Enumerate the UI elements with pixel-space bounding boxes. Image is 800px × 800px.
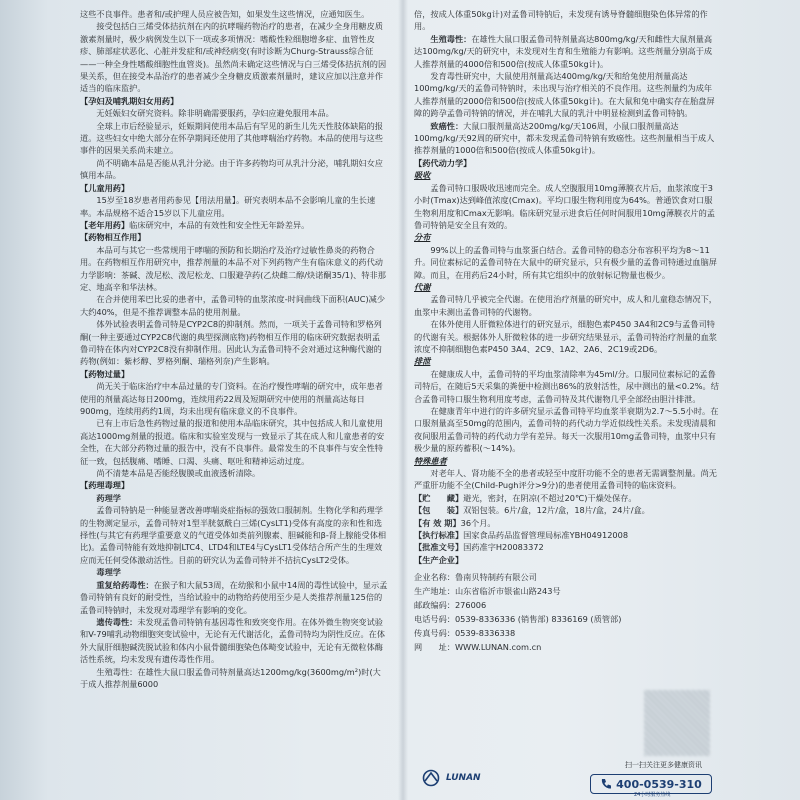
paragraph: 尚无关于临床治疗中本品过量的专门资料。在治疗慢性哮喘的研究中，成年患者使用的剂量高达每日200mg，连续用药22周及短期研究中使用的剂量高达每日900mg，连续用药约1周，均未出现有临床意义的不良事件。: [80, 381, 383, 416]
paragraph: 这些不良事件。患者和/或护理人员应被告知，如果发生这些情况，应通知医生。: [80, 9, 370, 19]
paragraph: 对老年人、肾功能不全的患者或轻至中度肝功能不全的患者无需调整剂量。尚无严重肝功能不全(Child-Pugh评分>9分)的患者使用孟鲁司特的临床资料。: [414, 468, 717, 491]
hotline-number: 400-0539-310: [616, 777, 702, 791]
left-column: [80, 8, 388, 690]
section-heading-pharmacokinetics: 【药代动力学】: [414, 157, 472, 168]
field-value: 避光，密封，在阴凉(不超过20℃)干燥处保存。: [463, 492, 637, 503]
paragraph: 在健康青年中进行的许多研究显示孟鲁司特平均血浆半衰期为2.7～5.5小时。在口服剂量高至50mg的范围内，孟鲁司特的药代动力学近似线性关系。未发现清晨和夜间服用孟鲁司特的药代动力学有差异。每天一次服用10mg孟鲁司特，血浆中只有极少量的原药蓄积(～14%)。: [414, 406, 719, 454]
inline-label: 遗传毒性：: [96, 616, 138, 627]
right-column: [414, 8, 719, 654]
subheading-special-populations: 特殊患者: [414, 455, 447, 466]
paragraph: [80, 579, 388, 616]
paragraph: 倍，按成人体重50kg计)对孟鲁司特钠后，未发现有诱导脊髓细胞染色体异常的作用。: [414, 9, 708, 32]
subheading-toxicology: 毒理学: [96, 567, 121, 578]
paragraph: 在体外使用人肝微粒体进行的研究显示，细胞色素P450 3A4和2C9与孟鲁司特的代谢有关。根据体外人肝微粒体的进一步研究结果显示，孟鲁司特治疗剂量的血浆浓度不抑制细胞色素P450 3A4、2C9、1A2、2A6、2C19或2D6。: [414, 319, 717, 354]
company-phone-row: [414, 612, 719, 626]
company-website: WWW.LUNAN.com.cn: [454, 642, 542, 653]
company-name-row: [414, 570, 719, 584]
field-package: [414, 504, 719, 516]
field-label: 【有 效 期】: [414, 517, 461, 528]
field-validity: [414, 517, 719, 529]
page-fold: [398, 0, 408, 800]
company-fax: 0539-8336338: [454, 628, 516, 639]
paragraph-text: 未发现孟鲁司特钠有基因毒性和致突变作用。在体外微生物突变试验和V-79哺乳动物细胞突变试验中，无论有无代谢活化，孟鲁司特均为阴性反应。在体外大鼠肝细胞碱洗脱试验和体内小鼠骨髓细胞染色体畸变试验中，无论有无微粒体酶活性系统，均未发现有遗传毒性作用。: [80, 616, 386, 665]
paragraph: 15岁至18岁患者用药参见【用法用量】。研究表明本品不会影响儿童的生长速率。本品规格不适合15岁以下儿童应用。: [80, 195, 376, 218]
field-label: 网 址：: [414, 642, 455, 653]
paragraph: [414, 120, 719, 157]
field-value: 国家食品药品监督管理局标准YBH04912008: [463, 530, 629, 541]
qr-code-icon: [644, 690, 710, 756]
subheading-excretion: 排泄: [414, 356, 431, 367]
logo-mark-icon: [420, 769, 442, 787]
paragraph: 孟鲁司特几乎被完全代谢。在使用治疗剂量的研究中，成人和儿童稳态情况下，血浆中未测出孟鲁司特的代谢物。: [414, 294, 717, 317]
hotline-caption: 24小时服务热线: [634, 792, 671, 798]
paragraph: 在健康成人中，孟鲁司特的平均血浆清除率为45ml/分。口服同位素标记的孟鲁司特后，在随后5天采集的粪便中检测出86%的放射活性，尿中测出的量<0.2%。结合孟鲁司特口服生物利用度考虑，孟鲁司特及其代谢物几乎全部经由胆汁排泄。: [414, 368, 719, 404]
company-website-row: [414, 640, 719, 654]
field-value: 36个月。: [460, 517, 496, 528]
qr-caption: 扫一扫关注更多健康资讯: [625, 761, 702, 769]
company-address: 山东省临沂市银雀山路243号: [454, 586, 561, 597]
section-heading-pregnancy: 【孕妇及哺乳期妇女用药】: [80, 95, 179, 106]
section-heading-overdose: 【药物过量】: [80, 368, 130, 379]
paragraph: 接受包括白三烯受体拮抗剂在内的抗哮喘药物治疗的患者，在减少全身用糖皮质激素剂量时，极少病例发生以下一项或多项情况：嗜酸性粒细胞增多症、血管性皮疹、肺部症状恶化、心脏并发症和/或神经病变(有时诊断为Churg-Strauss综合征——一种全身性嗜酸细胞性血管炎)。虽然尚未确定这些情况与白三烯受体拮抗剂的因果关系，但在接受本品治疗的患者减少全身糖皮质激素剂量时，建议应加以注意并作适当的临床监护。: [80, 21, 387, 94]
field-label: 【贮 藏】: [414, 492, 464, 503]
manufacturer-info: [414, 570, 719, 654]
inline-label: 致癌性：: [430, 120, 464, 131]
subheading-metabolism: 代谢: [414, 281, 431, 292]
section-elderly: [80, 219, 388, 231]
section-heading-elderly: 【老年用药】: [80, 219, 130, 230]
paragraph: 99%以上的孟鲁司特与血浆蛋白结合。孟鲁司特的稳态分布容积平均为8～11升。同位素标记的孟鲁司特在大鼠中的研究显示，只有极少量的孟鲁司特通过血脑屏障。而且，在用药后24小时，所有其它组织中的放射标记物量也极少。: [414, 244, 717, 280]
paragraph: 全球上市后经验显示，妊娠期间使用本品后有罕见的新生儿先天性肢体缺陷的报道。这些妇女中绝大部分在怀孕期间还使用了其他哮喘治疗药物。本品的使用与这些事件的因果关系尚未建立。: [80, 120, 383, 156]
paragraph: 尚不清楚本品是否能经腹膜或血液透析清除。: [96, 468, 261, 479]
company-zip-row: [414, 598, 719, 612]
paragraph: 在合并使用苯巴比妥的患者中，孟鲁司特的血浆浓度-时间曲线下面积(AUC)减少大约40%，但是不推荐调整本品的使用剂量。: [80, 294, 386, 317]
company-zip: 276006: [454, 600, 487, 611]
logo-text: LUNAN: [446, 773, 481, 783]
field-value: 国药准字H20083372: [463, 542, 544, 553]
paragraph: 发育毒性研究中，大鼠使用剂量高达400mg/kg/天和给兔使用剂量高达100mg/kg/天的孟鲁司特钠时，未出现与治疗相关的不良作用。这些剂量约为成年人推荐剂量的2000倍和500倍(按成人体重50kg计)。在大鼠和兔中确实存在胎盘屏障的跨孕孟鲁司特钠的情况，并在哺乳大鼠的乳汁中明显检测到孟鲁司特钠。: [414, 71, 715, 119]
company-phone: 0539-8336336 (销售部) 8336169 (质管部): [454, 614, 622, 625]
paragraph: [414, 33, 719, 70]
subheading-pharmacology: 药理学: [96, 492, 121, 503]
paragraph: 已有上市后急性药物过量的报道和使用本品临床研究，其中包括成人和儿童使用高达1000mg剂量的报道。临床和实验室发现与一致显示了其在成人和儿童患者的安全性，在大部分药物过量的报告中，没有不良事件。最常发生的不良事件与安全性特征一致，包括腹痛、嗜睡、口渴、头痛、呕吐和精神运动过度。: [80, 418, 385, 466]
section-heading-interactions: 【药物相互作用】: [80, 232, 146, 243]
paragraph: 本品可与其它一些常规用于哮喘的预防和长期治疗及治疗过敏性鼻炎的药物合用。在药物相互作用研究中，推荐剂量的本品不对下列药物产生有临床意义的药代动力学影响：茶碱、泼尼松、泼尼松龙、口服避孕药(乙炔雌二醇/炔诺酮35/1)、特非那定、地高辛和华法林。: [80, 244, 386, 292]
section-heading-manufacturer: 【生产企业】: [414, 554, 464, 565]
paragraph: [80, 616, 388, 666]
paragraph: 孟鲁司特钠是一种能显著改善哮喘炎症指标的强效口服制剂。生物化学和药理学的生物测定显示，孟鲁司特对1型半胱氨酰白三烯(CysLT1)受体有高度的亲和性和选择性(与其它有药理学重要意义的气道受体如类前列腺素、胆碱能和β-肾上腺能受体相比)。孟鲁司特能有效地抑制LTC4、LTD4和LTE4与CysLT1受体结合所产生的生理效应而无任何受体激动活性。目前的研究认为孟鲁司特并不拮抗CysLT2受体。: [80, 505, 387, 565]
paragraph-text: 在雄性大鼠口服孟鲁司特剂量高达800mg/kg/天和雌性大鼠剂量高达100mg/kg/天的研究中，未发现对生育和生殖能力有影响。这些剂量分别高于成人推荐剂量的4000倍和500倍(按成人体重50kg计)。: [414, 33, 713, 69]
paragraph: 尚不明确本品是否能从乳汁分泌。由于许多药物均可从乳汁分泌，哺乳期妇女应慎用本品。: [80, 157, 383, 181]
subheading-absorption: 吸收: [414, 170, 431, 181]
paragraph: 无妊娠妇女研究资料。除非明确需要服药，孕妇应避免服用本品。: [96, 108, 334, 119]
paragraph: 体外试验表明孟鲁司特是CYP2C8的抑制剂。然而，一项关于孟鲁司特和罗格列酮(一种主要通过CYP2C8代谢的典型探测底物)药物相互作用的临床研究数据表明孟鲁司特在体内对CYP2C8没有抑制作用。因此认为孟鲁司特不会对通过这种酶代谢的药物(例如：紫杉醇、罗格列酮、瑞格列奈)产生影响。: [80, 319, 382, 367]
company-fax-row: [414, 626, 719, 640]
company-logo: [420, 766, 510, 790]
paragraph: 孟鲁司特口服吸收迅速而完全。成人空腹服用10mg薄膜衣片后，血浆浓度于3小时(Tmax)达到峰值浓度(Cmax)。平均口服生物利用度为64%。普通饮食对口服生物利用度和Cmax无影响。临床研究显示进食后任何时间服用10mg薄膜衣片的孟鲁司特钠是安全且有效的。: [414, 182, 715, 230]
paragraph-text: 在猴子和大鼠53周，在幼猴和小鼠中14周的毒性试验中，显示孟鲁司特钠有良好的耐受性，当给试验中的动物给药使用至少是人类推荐剂量125倍的孟鲁司特钠时，未发现对毒理学有影响的变化。: [80, 579, 388, 615]
inline-label: 重复给药毒性：: [96, 579, 154, 590]
subheading-distribution: 分布: [414, 232, 431, 243]
field-label: 【包 装】: [414, 505, 464, 516]
inline-label: 生殖毒性：: [430, 33, 472, 44]
company-address-row: [414, 584, 719, 598]
company-name: 鲁南贝特制药有限公司: [454, 572, 537, 583]
field-value: 双铝包装。6片/盒，12片/盒，18片/盒，24片/盒。: [463, 505, 650, 516]
paragraph-text: 大鼠口服剂量高达200mg/kg/天106周，小鼠口服剂量高达100mg/kg/天92周的研究中，都未发现孟鲁司特钠有致癌性。这些剂量相当于成人推荐剂量的1000倍和500倍(按成人体重50kg计)。: [414, 120, 715, 156]
field-storage: [414, 492, 719, 504]
paragraph: 生殖毒性：在雄性大鼠口服孟鲁司特剂量高达1200mg/kg(3600mg/m²)时(大于成人推荐剂量6000: [80, 666, 381, 689]
section-heading-pharmacology: 【药理毒理】: [80, 480, 130, 491]
field-label: 邮政编码：: [414, 600, 455, 611]
field-value: 临床研究中，本品的有效性和安全性无年龄差异。: [129, 219, 310, 230]
field-standard: [414, 529, 719, 541]
field-label: 企业名称：: [414, 572, 455, 583]
field-label: 【执行标准】: [414, 530, 464, 541]
field-label: 生产地址：: [414, 586, 455, 597]
phone-icon: [600, 778, 612, 790]
field-label: 传真号码：: [414, 628, 455, 639]
field-label: 电话号码：: [414, 614, 455, 625]
section-heading-children: 【儿童用药】: [80, 182, 130, 193]
field-approval: [414, 541, 719, 553]
field-label: 【批准文号】: [414, 542, 464, 553]
